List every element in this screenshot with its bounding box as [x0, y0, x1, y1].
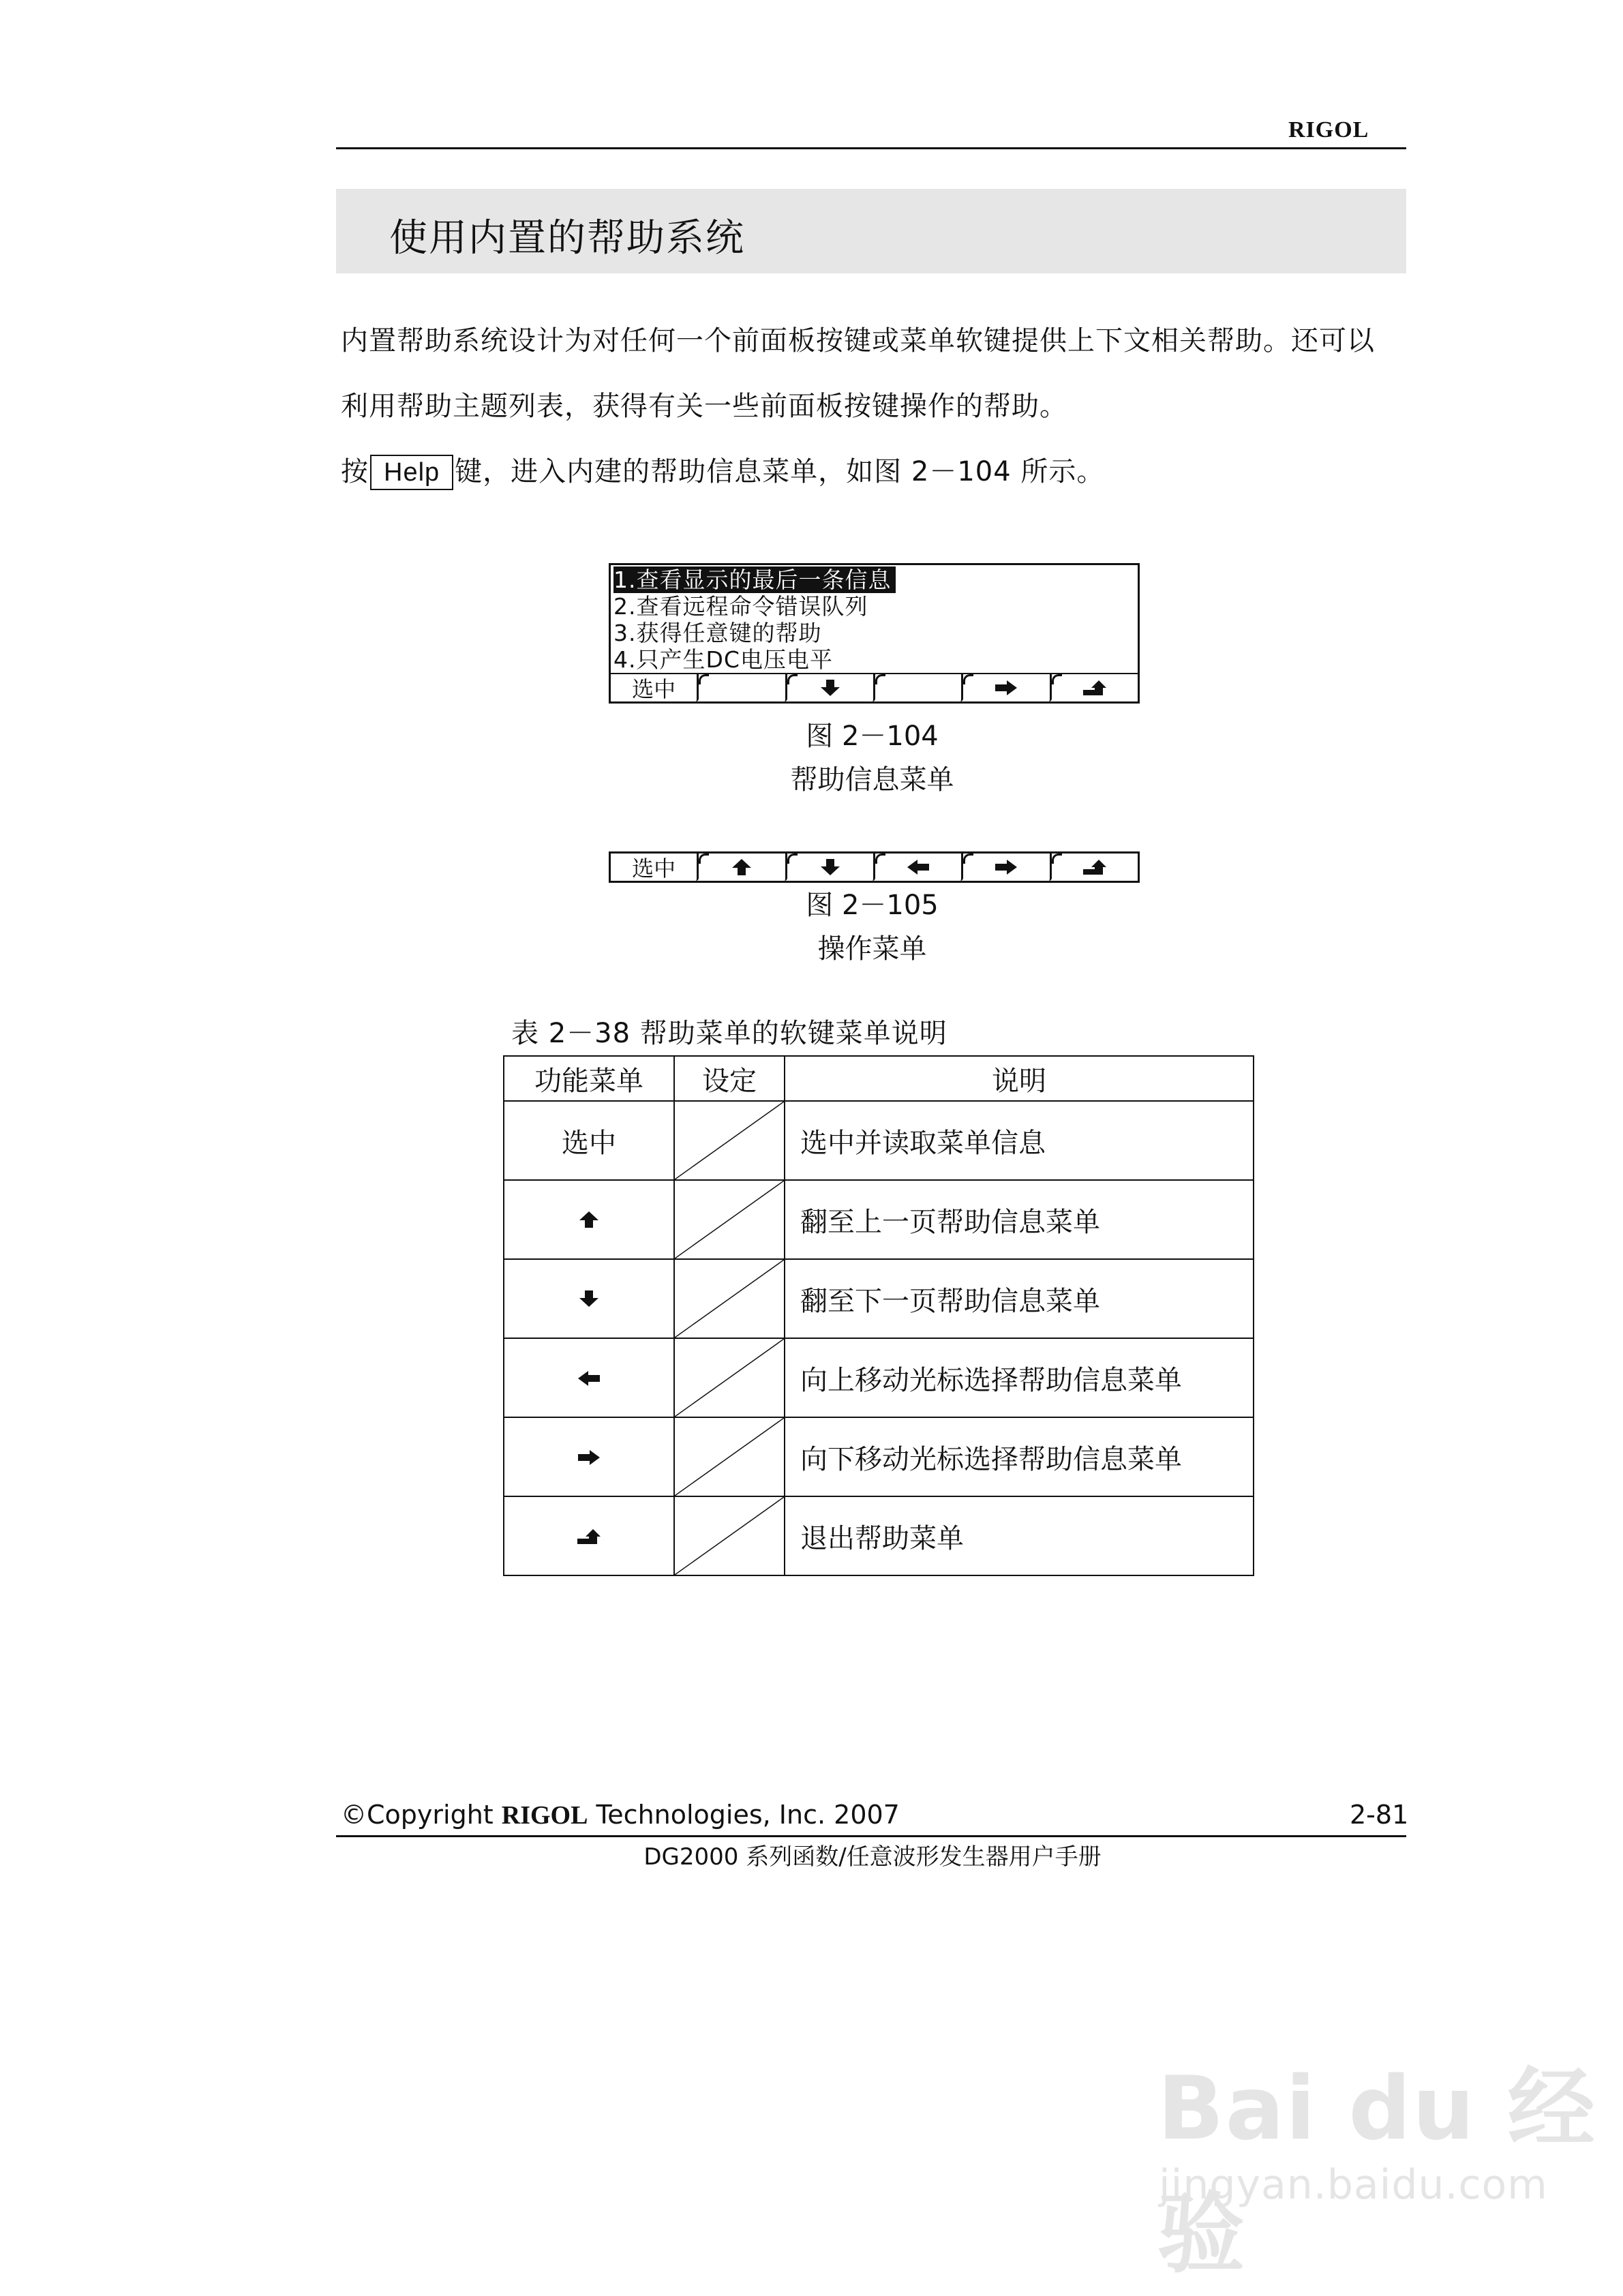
figure-105-title: 操作菜单	[817, 933, 927, 965]
description-cell: 退出帮助菜单	[785, 1496, 1254, 1575]
arrow-right-icon	[995, 859, 1018, 875]
help-key: Help	[370, 455, 453, 490]
arrow-up-icon	[579, 1211, 599, 1228]
table-row	[504, 1496, 1254, 1575]
softkey-blank[interactable]	[699, 674, 787, 701]
arrow-left-icon	[577, 1370, 601, 1387]
instruction-suffix: 键，进入内建的帮助信息菜单，如图 2－104 所示。	[455, 456, 1105, 487]
softkey-up[interactable]	[699, 854, 787, 881]
operation-softkeys	[611, 854, 1138, 881]
copyright-suffix: Technologies, Inc. 2007	[588, 1800, 900, 1830]
menu-cell	[504, 1338, 674, 1417]
softkey-right[interactable]	[963, 674, 1051, 701]
softkey-left[interactable]	[875, 854, 963, 881]
setting-cell-empty	[674, 1180, 785, 1259]
help-menu-item[interactable]: 4.只产生DC电压电平	[613, 646, 833, 673]
footer-rule	[336, 1835, 1406, 1837]
figure-105-number: 图 2－105	[806, 890, 939, 921]
return-icon	[577, 1528, 601, 1545]
watermark-url: jingyan.baidu.com	[1159, 2161, 1548, 2209]
table-row	[504, 1259, 1254, 1338]
instruction-prefix: 按	[341, 456, 369, 487]
help-menu-softkeys	[611, 673, 1138, 701]
diagonal-slash	[675, 1339, 784, 1417]
help-menu-item[interactable]: 2.查看远程命令错误队列	[613, 593, 868, 620]
softkey-down[interactable]	[787, 854, 875, 881]
diagonal-slash	[675, 1260, 784, 1338]
return-icon	[1082, 859, 1107, 875]
page-number: 2-81	[1350, 1800, 1409, 1830]
return-icon	[1082, 680, 1107, 696]
menu-cell: 选中	[504, 1101, 674, 1180]
setting-cell-empty	[674, 1417, 785, 1496]
figure-104-title: 帮助信息菜单	[790, 764, 954, 796]
setting-cell-empty	[674, 1101, 785, 1180]
section-banner	[336, 189, 1406, 273]
table-row	[504, 1180, 1254, 1259]
softkey-down[interactable]	[787, 674, 875, 701]
softkey-select[interactable]	[611, 854, 699, 881]
column-header-menu: 功能菜单	[504, 1056, 674, 1101]
column-header-description: 说明	[785, 1056, 1254, 1101]
table-header-row	[504, 1056, 1254, 1101]
arrow-down-icon	[820, 679, 840, 697]
softkey-return[interactable]	[1052, 674, 1138, 701]
table-row	[504, 1338, 1254, 1417]
softkey-select-label: 选中	[632, 676, 676, 702]
help-menu-screen	[609, 563, 1140, 704]
menu-cell	[504, 1496, 674, 1575]
help-menu-item[interactable]: 3.获得任意键的帮助	[613, 620, 822, 646]
arrow-down-icon	[820, 858, 840, 876]
manual-title: DG2000 系列函数/任意波形发生器用户手册	[643, 1843, 1102, 1871]
softkey-blank[interactable]	[875, 674, 963, 701]
table-title: 表 2－38 帮助菜单的软键菜单说明	[511, 1018, 947, 1049]
copyright-brand: RIGOL	[501, 1801, 588, 1830]
operation-menu-bar	[609, 851, 1140, 883]
figure-104-number: 图 2－104	[806, 721, 939, 752]
intro-line-1: 内置帮助系统设计为对任何一个前面板按键或菜单软键提供上下文相关帮助。还可以	[341, 325, 1375, 357]
help-menu-item-selected[interactable]: 1.查看显示的最后一条信息	[613, 567, 896, 593]
intro-line-2: 利用帮助主题列表，获得有关一些前面板按键操作的帮助。	[341, 391, 1067, 422]
watermark-logo: Bai du 经验	[1157, 2058, 1596, 2285]
softkey-return[interactable]	[1052, 854, 1138, 881]
description-cell: 向下移动光标选择帮助信息菜单	[785, 1417, 1254, 1496]
menu-cell	[504, 1417, 674, 1496]
copyright-prefix: ©Copyright	[341, 1800, 502, 1830]
description-cell: 向上移动光标选择帮助信息菜单	[785, 1338, 1254, 1417]
diagonal-slash	[675, 1102, 784, 1179]
diagonal-slash	[675, 1181, 784, 1258]
setting-cell-empty	[674, 1259, 785, 1338]
description-cell: 选中并读取菜单信息	[785, 1101, 1254, 1180]
arrow-down-icon	[579, 1290, 599, 1308]
table-row	[504, 1417, 1254, 1496]
help-menu-item[interactable]	[613, 567, 1135, 593]
softkey-select[interactable]	[611, 674, 699, 701]
softkey-description-table	[503, 1055, 1254, 1576]
brand-logo: RIGOL	[1288, 117, 1369, 142]
arrow-right-icon	[995, 680, 1018, 696]
arrow-right-icon	[577, 1449, 601, 1466]
table-row	[504, 1101, 1254, 1180]
description-cell: 翻至上一页帮助信息菜单	[785, 1180, 1254, 1259]
header-rule	[336, 147, 1406, 149]
section-title: 使用内置的帮助系统	[389, 216, 745, 260]
setting-cell-empty	[674, 1338, 785, 1417]
help-instruction	[341, 439, 1404, 504]
description-cell: 翻至下一页帮助信息菜单	[785, 1259, 1254, 1338]
softkey-select-label: 选中	[632, 856, 676, 881]
column-header-setting: 设定	[674, 1056, 785, 1101]
softkey-right[interactable]	[963, 854, 1051, 881]
setting-cell-empty	[674, 1496, 785, 1575]
arrow-left-icon	[907, 859, 930, 875]
footer-copyright	[341, 1800, 900, 1830]
diagonal-slash	[675, 1497, 784, 1575]
diagonal-slash	[675, 1418, 784, 1496]
help-menu-list	[611, 565, 1138, 673]
menu-cell	[504, 1180, 674, 1259]
menu-cell	[504, 1259, 674, 1338]
arrow-up-icon	[731, 858, 752, 876]
